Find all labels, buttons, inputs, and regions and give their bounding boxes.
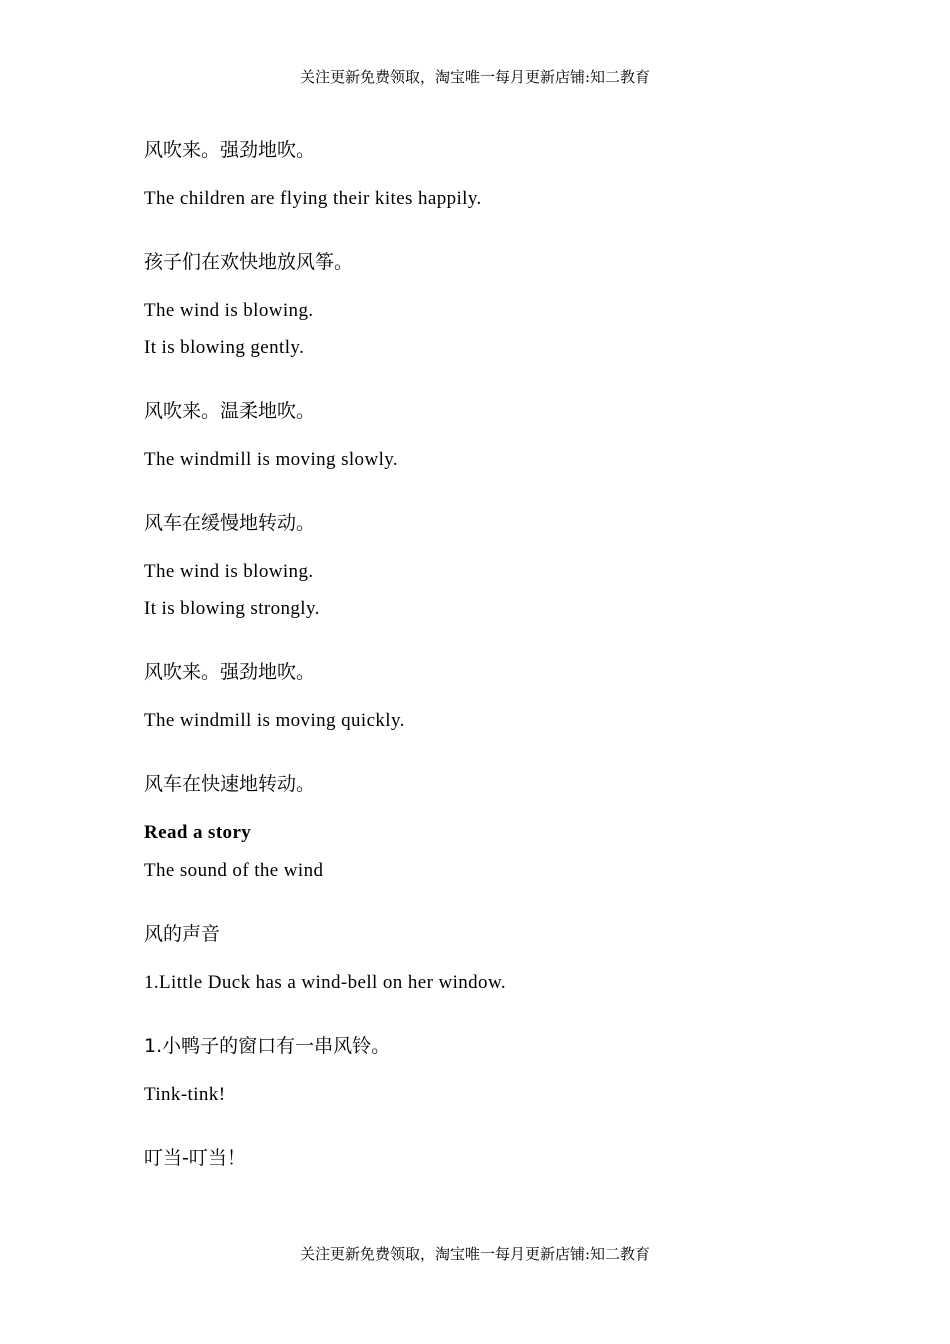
english-line: Tink-tink! [144, 1084, 226, 1105]
chinese-line: 风吹来。温柔地吹。 [144, 400, 316, 422]
chinese-line: 风吹来。强劲地吹。 [144, 139, 316, 161]
story-title: The sound of the wind [144, 860, 324, 881]
page-header: 关注更新免费领取，淘宝唯一每月更新店铺:知二教育 [299, 68, 651, 86]
english-line: It is blowing gently. [144, 337, 305, 358]
chinese-line: 风车在快速地转动。 [144, 773, 316, 795]
english-line: The children are flying their kites happily. [144, 188, 482, 209]
english-line: The windmill is moving slowly. [144, 449, 399, 470]
english-line: The wind is blowing. [144, 561, 314, 582]
chinese-line: 孩子们在欢快地放风筝。 [144, 251, 354, 273]
english-line: It is blowing strongly. [144, 598, 320, 619]
chinese-line: 风的声音 [144, 923, 221, 945]
chinese-line: 风车在缓慢地转动。 [144, 512, 316, 534]
english-line: The windmill is moving quickly. [144, 710, 405, 731]
english-line: 1.Little Duck has a wind-bell on her window. [144, 972, 506, 993]
chinese-line: 风吹来。强劲地吹。 [144, 661, 316, 683]
english-line: The wind is blowing. [144, 300, 314, 321]
chinese-line: 1.小鸭子的窗口有一串风铃。 [144, 1035, 391, 1057]
page-footer: 关注更新免费领取，淘宝唯一每月更新店铺:知二教育 [299, 1245, 651, 1263]
chinese-line: 叮当-叮当！ [144, 1147, 246, 1169]
section-heading: Read a story [144, 822, 252, 843]
